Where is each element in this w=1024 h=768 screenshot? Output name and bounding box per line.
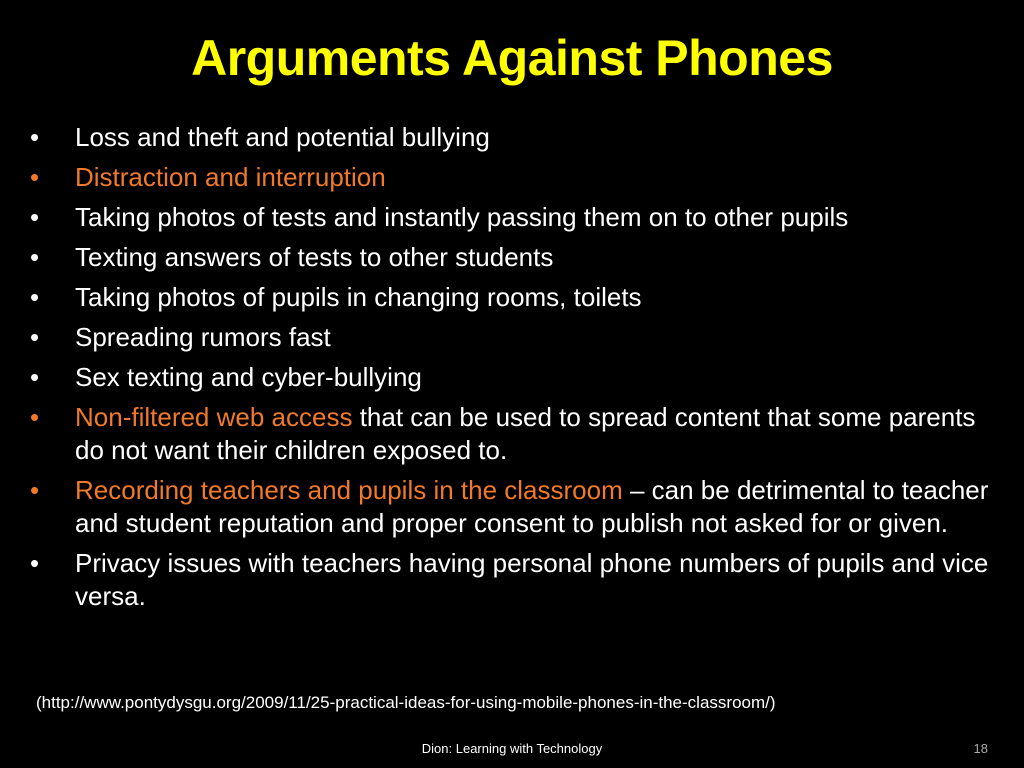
bullet-highlight-text: Recording teachers and pupils in the classroom (75, 475, 623, 505)
bullet-text: Sex texting and cyber-bullying (75, 362, 422, 392)
source-url: (http://www.pontydysgu.org/2009/11/25-practical-ideas-for-using-mobile-phones-in-the-classroom/) (36, 693, 776, 712)
bullet-text: Spreading rumors fast (75, 322, 331, 352)
bullet-icon: • (30, 202, 40, 232)
bullet-text: that can be used to spread content that some parents do not want their children exposed to. (75, 402, 976, 465)
slide-number: 18 (973, 741, 988, 756)
bullet-item (30, 281, 1010, 314)
bullet-icon: • (30, 242, 40, 272)
bullet-item (30, 201, 1010, 234)
slide-title: Arguments Against Phones (191, 30, 833, 86)
bullet-item (30, 547, 1010, 613)
bullet-icon: • (30, 362, 40, 392)
bullet-icon: • (30, 402, 40, 432)
bullet-icon: • (30, 122, 40, 152)
bullet-text: Taking photos of tests and instantly passing them on to other pupils (75, 202, 849, 232)
bullet-icon: • (30, 162, 40, 192)
bullet-item (30, 161, 1010, 194)
bullet-item (30, 241, 1010, 274)
bullet-icon: • (30, 475, 40, 505)
slide-footer: Dion: Learning with Technology (421, 741, 603, 756)
bullet-text: Privacy issues with teachers having personal phone numbers of pupils and vice versa. (75, 548, 989, 611)
bullet-text: Taking photos of pupils in changing rooms, toilets (75, 282, 642, 312)
bullet-item (30, 361, 1010, 394)
bullet-item (30, 121, 1010, 154)
bullet-text: Texting answers of tests to other students (75, 242, 554, 272)
bullet-text: – can be detrimental to teacher and student reputation and proper consent to publish not asked for or given. (75, 475, 989, 538)
bullet-item (30, 401, 1010, 467)
bullet-item (30, 474, 1010, 540)
bullet-icon: • (30, 282, 40, 312)
bullet-item (30, 321, 1010, 354)
bullet-icon: • (30, 322, 40, 352)
bullet-text: Loss and theft and potential bullying (75, 122, 490, 152)
bullet-icon: • (30, 548, 40, 578)
bullet-mixed-text (75, 474, 1010, 540)
bullet-highlight-text: Non-filtered web access (75, 402, 353, 432)
bullet-mixed-text (75, 401, 1010, 467)
bullet-list (30, 121, 1010, 620)
bullet-highlight-text: Distraction and interruption (75, 162, 386, 192)
